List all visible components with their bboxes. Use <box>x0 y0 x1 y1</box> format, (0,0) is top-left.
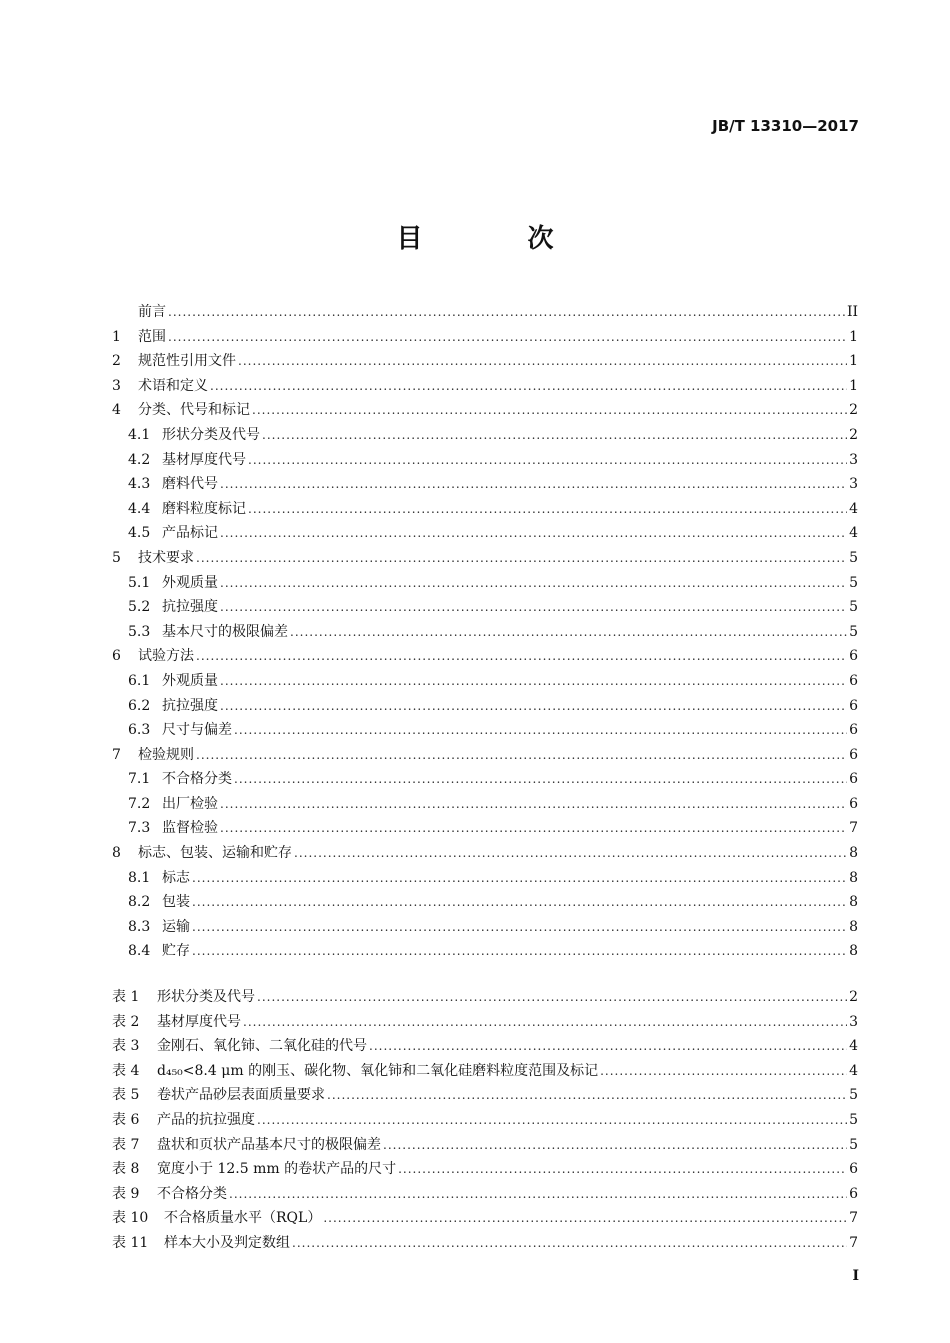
toc-entry-page: 1 <box>849 328 858 345</box>
toc-entry[interactable] <box>112 374 858 399</box>
toc-dot-leader <box>196 644 847 669</box>
toc-entry[interactable] <box>112 841 858 866</box>
toc-entry-page: 5 <box>849 1111 858 1128</box>
toc-entry-number: 8.3 <box>128 918 151 935</box>
toc-entry-page: 1 <box>849 377 858 394</box>
toc-entry-number: 6.2 <box>128 697 151 714</box>
toc-entry-label: d₄₅₀<8.4 μm 的刚玉、碳化物、氧化铈和二氧化硅磨料粒度范围及标记 <box>157 1062 599 1079</box>
toc-entry[interactable] <box>112 1108 858 1133</box>
toc-entry-page: 8 <box>849 869 858 886</box>
toc-entry-number: 表 5 <box>112 1087 140 1104</box>
toc-dot-leader <box>220 669 847 694</box>
toc-dot-leader <box>220 694 847 719</box>
toc-entry-label: 包装 <box>162 894 190 911</box>
toc-entry[interactable] <box>112 1231 858 1256</box>
toc-dot-leader <box>168 300 845 325</box>
toc-dot-leader <box>323 1206 847 1231</box>
toc-entry-page: 3 <box>849 1013 858 1030</box>
toc-entry-number: 5.3 <box>128 623 151 640</box>
toc-entry-label: 前言 <box>138 304 166 320</box>
toc-entry-number: 4.4 <box>128 500 151 517</box>
toc-dot-leader <box>229 1182 847 1207</box>
toc-entry-page: 6 <box>849 1161 858 1178</box>
toc-entry-label: 外观质量 <box>162 574 218 591</box>
toc-entry[interactable] <box>112 644 858 669</box>
toc-entry-number: 5 <box>112 549 121 566</box>
toc-dot-leader <box>292 1231 847 1256</box>
toc-entry[interactable] <box>112 1157 858 1182</box>
toc-entry-label: 分类、代号和标记 <box>138 402 250 419</box>
toc-entry-number: 4 <box>112 402 121 419</box>
toc-dot-leader <box>168 325 847 350</box>
toc-entry[interactable] <box>112 521 858 546</box>
toc-dot-leader <box>383 1133 847 1158</box>
toc-entry-page: 6 <box>849 771 858 788</box>
toc-entry-label: 基材厚度代号 <box>157 1013 241 1030</box>
toc-dot-leader <box>210 374 847 399</box>
toc-dot-leader <box>248 497 847 522</box>
toc-entry-number: 5.2 <box>128 599 151 616</box>
toc-entry-page: 7 <box>849 1210 858 1227</box>
toc-entry[interactable] <box>112 1083 858 1108</box>
toc-entry-page: 6 <box>849 795 858 812</box>
toc-dot-leader <box>257 985 847 1010</box>
toc-entry-label: 不合格质量水平（RQL） <box>164 1210 322 1227</box>
toc-entry[interactable] <box>112 743 858 768</box>
toc-dot-leader <box>252 398 847 423</box>
toc-entry[interactable] <box>112 497 858 522</box>
page-title: 目 次 <box>396 224 602 254</box>
toc-entry-label: 不合格分类 <box>157 1185 227 1202</box>
toc-entry-number: 表 4 <box>112 1062 140 1079</box>
toc-entry-page: 5 <box>849 599 858 616</box>
toc-dot-leader <box>398 1157 847 1182</box>
page-number: I <box>852 1268 859 1284</box>
toc-entry[interactable] <box>112 1034 858 1059</box>
toc-entry-label: 形状分类及代号 <box>157 989 255 1005</box>
toc-entry-number: 7 <box>112 746 121 763</box>
toc-entry-page: 4 <box>849 1038 858 1055</box>
toc-entry-page: 5 <box>849 1087 858 1104</box>
toc-entry[interactable] <box>112 423 858 448</box>
toc-entry-page: 2 <box>849 402 858 419</box>
toc-entry-label: 金刚石、氧化铈、二氧化硅的代号 <box>157 1038 367 1055</box>
toc-entry-page: 5 <box>849 623 858 640</box>
toc-entry[interactable] <box>112 669 858 694</box>
toc-entry-number: 表 2 <box>112 1013 140 1030</box>
toc-entry-label: 出厂检验 <box>162 795 218 812</box>
toc-section-list <box>112 300 858 964</box>
toc-entry-number: 表 1 <box>112 989 140 1005</box>
toc-entry-page: 6 <box>849 672 858 689</box>
toc-entry-label: 抗拉强度 <box>162 697 218 714</box>
toc-entry-label: 检验规则 <box>138 746 194 763</box>
toc-entry[interactable] <box>112 398 858 423</box>
toc-dot-leader <box>290 620 847 645</box>
toc-entry-number: 表 3 <box>112 1038 140 1055</box>
toc-entry-label: 产品的抗拉强度 <box>157 1111 255 1128</box>
toc-entry-page: 8 <box>849 894 858 911</box>
toc-entry-number: 表 9 <box>112 1185 140 1202</box>
toc-entry-page: 6 <box>849 1185 858 1202</box>
toc-entry[interactable] <box>112 915 858 940</box>
toc-entry-number: 6 <box>112 648 121 665</box>
toc-entry-page: 3 <box>849 451 858 468</box>
toc-entry-label: 磨料粒度标记 <box>162 500 246 517</box>
toc-entry-number: 6.1 <box>128 672 151 689</box>
toc-entry[interactable] <box>112 866 858 891</box>
toc-entry-label: 术语和定义 <box>138 377 208 394</box>
toc-dot-leader <box>234 718 847 743</box>
toc-entry-number: 8.2 <box>128 894 151 911</box>
toc-entry-label: 贮存 <box>162 943 190 960</box>
toc-entry-label: 磨料代号 <box>162 476 218 493</box>
toc-entry[interactable] <box>112 792 858 817</box>
toc-entry-label: 范围 <box>138 328 166 345</box>
toc-entry[interactable] <box>112 767 858 792</box>
toc-dot-leader <box>196 743 847 768</box>
toc-entry-label: 盘状和页状产品基本尺寸的极限偏差 <box>157 1136 381 1153</box>
toc-entry-number: 7.1 <box>128 771 151 788</box>
toc-entry[interactable] <box>112 546 858 571</box>
toc-entry-number: 7.3 <box>128 820 151 837</box>
toc-entry-label: 宽度小于 12.5 mm 的卷状产品的尺寸 <box>157 1161 397 1178</box>
toc-entry-page: 1 <box>849 353 858 370</box>
toc-entry-label: 标志 <box>162 869 190 886</box>
toc-entry-label: 样本大小及判定数组 <box>164 1234 290 1251</box>
toc-entry-number: 1 <box>112 328 121 345</box>
toc-entry-page: 4 <box>849 1062 858 1079</box>
toc-entry-page: II <box>846 304 858 320</box>
toc-entry-page: 8 <box>849 943 858 960</box>
toc-entry-page: 8 <box>849 845 858 862</box>
toc-entry-page: 7 <box>849 1234 858 1251</box>
toc-entry-number: 4.5 <box>128 525 151 542</box>
toc-dot-leader <box>192 915 847 940</box>
toc-table-list <box>112 985 858 1256</box>
toc-dot-leader <box>220 472 847 497</box>
toc-entry-page: 5 <box>849 549 858 566</box>
toc-dot-leader <box>234 767 847 792</box>
toc-entry-label: 标志、包装、运输和贮存 <box>138 845 292 862</box>
toc-dot-leader <box>220 792 847 817</box>
toc-entry-page: 6 <box>849 648 858 665</box>
toc-entry-page: 4 <box>849 500 858 517</box>
toc-entry[interactable] <box>112 1133 858 1158</box>
toc-dot-leader <box>196 546 847 571</box>
toc-entry[interactable] <box>112 349 858 374</box>
toc-entry-page: 2 <box>849 426 858 443</box>
toc-entry-number: 8.1 <box>128 869 151 886</box>
toc-entry-number: 4.3 <box>128 476 151 493</box>
toc-dot-leader <box>220 595 847 620</box>
toc-entry[interactable] <box>112 1010 858 1035</box>
toc-entry-label: 试验方法 <box>138 648 194 665</box>
toc-entry-number: 5.1 <box>128 574 151 591</box>
toc-entry-label: 产品标记 <box>162 525 218 542</box>
toc-entry[interactable] <box>112 816 858 841</box>
toc-entry[interactable] <box>112 595 858 620</box>
toc-entry-page: 2 <box>849 989 858 1005</box>
toc-entry-number: 7.2 <box>128 795 151 812</box>
toc-entry-page: 4 <box>849 525 858 542</box>
toc-entry-label: 不合格分类 <box>162 771 232 788</box>
toc-entry-number: 表 10 <box>112 1210 149 1227</box>
toc-entry-label: 运输 <box>162 918 190 935</box>
toc-dot-leader <box>369 1034 847 1059</box>
toc-entry-number: 3 <box>112 377 121 394</box>
toc-entry-page: 8 <box>849 918 858 935</box>
toc-entry-label: 外观质量 <box>162 672 218 689</box>
toc-entry[interactable] <box>112 300 858 325</box>
toc-entry-page: 7 <box>849 820 858 837</box>
toc-entry-number: 表 8 <box>112 1161 140 1178</box>
toc-dot-leader <box>248 448 847 473</box>
toc-dot-leader <box>257 1108 847 1133</box>
toc-entry-label: 形状分类及代号 <box>162 426 260 443</box>
toc-entry-page: 5 <box>849 1136 858 1153</box>
toc-dot-leader <box>192 890 847 915</box>
toc-dot-leader <box>243 1010 847 1035</box>
toc-entry[interactable] <box>112 890 858 915</box>
document-code: JB/T 13310—2017 <box>712 117 859 135</box>
toc-entry-label: 监督检验 <box>162 820 218 837</box>
toc-dot-leader <box>192 939 847 964</box>
toc-entry[interactable] <box>112 571 858 596</box>
toc-entry-label: 尺寸与偏差 <box>162 722 232 739</box>
toc-entry-label: 技术要求 <box>138 549 194 566</box>
toc-entry-number: 8 <box>112 845 121 862</box>
toc-entry[interactable] <box>112 1182 858 1207</box>
toc-entry-label: 基本尺寸的极限偏差 <box>162 623 288 640</box>
toc-entry[interactable] <box>112 325 858 350</box>
toc-entry-label: 规范性引用文件 <box>138 353 236 370</box>
toc-entry-label: 基材厚度代号 <box>162 451 246 468</box>
toc-entry[interactable] <box>112 718 858 743</box>
toc-entry-number: 8.4 <box>128 943 151 960</box>
toc-dot-leader <box>294 841 847 866</box>
toc-dot-leader <box>327 1083 847 1108</box>
toc-entry[interactable] <box>112 694 858 719</box>
toc-entry-page: 6 <box>849 722 858 739</box>
toc-entry-page: 3 <box>849 476 858 493</box>
toc-dot-leader <box>600 1059 847 1084</box>
toc-dot-leader <box>220 521 847 546</box>
toc-entry-number: 2 <box>112 353 121 370</box>
toc-entry[interactable] <box>112 1206 858 1231</box>
toc-entry[interactable] <box>112 620 858 645</box>
toc-entry-label: 抗拉强度 <box>162 599 218 616</box>
toc-dot-leader <box>192 866 847 891</box>
toc-dot-leader <box>238 349 847 374</box>
toc-entry[interactable] <box>112 448 858 473</box>
toc-entry-number: 4.2 <box>128 451 151 468</box>
toc-entry-page: 6 <box>849 746 858 763</box>
toc-entry-number: 4.1 <box>128 426 151 443</box>
toc-dot-leader <box>262 423 847 448</box>
toc-entry-label: 卷状产品砂层表面质量要求 <box>157 1087 325 1104</box>
toc-entry-page: 6 <box>849 697 858 714</box>
toc-entry-number: 表 11 <box>112 1234 149 1251</box>
toc-entry-page: 5 <box>849 574 858 591</box>
toc-dot-leader <box>220 816 847 841</box>
toc-entry[interactable] <box>112 472 858 497</box>
toc-entry[interactable] <box>112 985 858 1010</box>
toc-entry-number: 表 6 <box>112 1111 140 1128</box>
toc-entry-number: 6.3 <box>128 722 151 739</box>
toc-entry[interactable] <box>112 939 858 964</box>
toc-entry[interactable] <box>112 1059 858 1084</box>
toc-entry-number: 表 7 <box>112 1136 140 1153</box>
toc-dot-leader <box>220 571 847 596</box>
